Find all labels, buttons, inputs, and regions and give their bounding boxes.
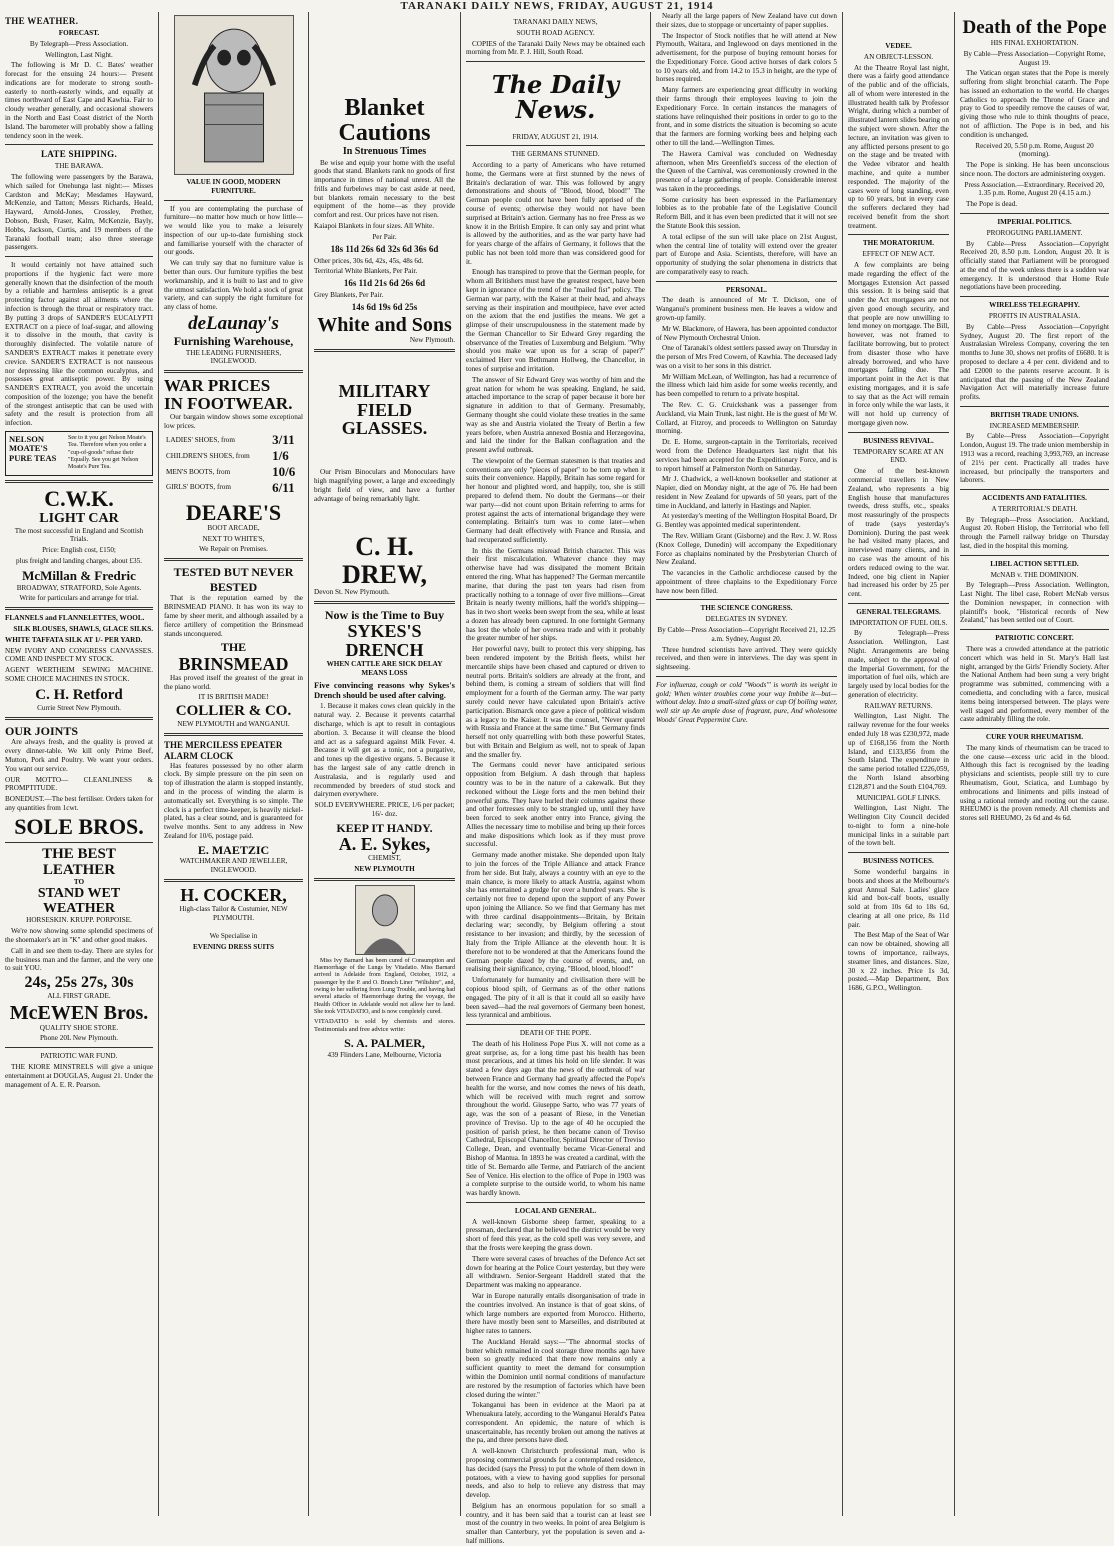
weather-heading: THE WEATHER. [5,16,79,26]
editorial-p5: In this the Germans misread British character. This was their first miscalculation. Whatever chance they may otherwise have had was dissipated the moment Britain entered the ring. What has happened? The German mercantile marine, that during the past ten years had risen from practically nothing to a tonnage of over five millions—Great Britain is nearly twenty millions, half the world's shipping—has in two short weeks been swept from the sea, while at least a dozen has already been captured. In one fortnight Germany has lost the whole of her oversea trade and with it probably the greater number of her ships. [466,546,645,643]
children-label: CHILDREN'S SHOES, from [166,451,250,460]
rheumatism-heading: CURE YOUR RHEUMATISM. [985,733,1084,742]
editorial-p2: Enough has transpired to prove that the German people, for whom all Britishers must have the greatest respect, have been kept in ignorance of the trend of the "mailed fist" policy. The German war party, with the Kaiser at their head, and always serving as their inspiration and mouthpiece, have ever acted on the axiom that the end justifies the means. We get a glimpse of their unscrupulousness in the statement made by the German Chancellor to Sir Edward Grey regarding the observance of the Treaties of Luxemburg and Belgium. "Why should you make war upon us for a scrap of paper?" exclaimed Herr von Bethmann Hollweg, the Chancellor, in tones of surprise and irritation. [466,268,645,374]
personal-p6: Dr. E. Home, surgeon-captain in the Territorials, received word from the Defence Headquarters last night that his services had been accepted for the Expeditionary Force, and is to report himself at Palmerston North on Saturday. [656,438,837,473]
to-word: TO [73,878,85,887]
now-time: Now is the Time to Buy [324,607,445,622]
chemist: CHEMIST, [368,854,401,863]
five-reasons: Five convincing reasons why Sykes's Drench should be used after calving. [314,679,455,701]
girls-label: GIRLS' BOOTS, from [166,483,231,492]
retford-title: C. H. Retford [35,686,123,703]
editorial-p3: The answer of Sir Edward Grey was worthy of him and the great nation for whom he was speaking. England, he said, attached importance to the scrap of paper because it bore her signature in addition to that of Germany. Presumably, Germany thought she could violate these treaties in the same way as she and Austria violated the Treaty of Berlin a few years before, when Austria annexed Bosnia and Herzegovina, and laid the tinder for the Balkan conflagration and the present awful outbreak. [466,375,645,455]
arcade: BOOT ARCADE, [207,523,260,532]
cautions-title: Cautions [338,120,431,147]
first-grade: ALL FIRST GRADE. [47,991,111,1000]
mcewen-addr: QUALITY SHOE STORE. [39,1023,119,1032]
column-6 [842,12,954,1516]
barawa-heading: THE BARAWA. [54,162,104,171]
c5-p5: Some curiosity has been expressed in the Parliamentary lobbies as to the probable fate of the Legislative Council Reform Bill, and it has even been predicted that it will not see the Statute Book this session. [656,195,837,230]
british-made: IT IS BRITISH MADE! [198,693,269,702]
retford-addr: Currie Street New Plymouth. [37,704,121,713]
personal-p1: The death is announced of Mr T. Dickson, one of Wanganui's prominent business men. He leaves a widow and grown-up family. [656,296,837,322]
local-p6: A well-known Christchurch professional man, who is proposing commercial grounds for a contemplated residence, has decided (says the Press) to put the whole of them down in potatoes, with a view to having good supplies for personal needs, and also to help to relieve any distress that may develop. [466,1447,645,1500]
editorial-date: FRIDAY, AUGUST 21, 1914. [512,132,599,141]
imperial-text: By Cable—Press Association—Copyright Received 20, 8.50 p.m. London, August 20. It is officially stated that Parliament will be prorogued at the end of the week unless there is a sudden war emergency. It is understood that Home Rule negotiations have been proceeding. [960,239,1109,292]
column-2 [158,12,308,1516]
palmer-addr: 439 Flinders Lane, Melbourne, Victoria [327,1050,442,1059]
mens-label: MEN'S BOOTS, from [166,467,231,476]
revival-text: One of the best-known commercial travellers in New Zealand, who represents a big English house that manufactures tweeds, dress stuffs, etc., speaks most reassuringly of the prospects of trade (says yesterday's Dominion). During the past week he had visited many places, and interviewed many clients, and in no case was the amount of his orders reduced owing to the war. Indeed, one big client in Napier had increased his order by 25 per cent. [848,467,949,599]
railway-text: Wellington, Last Night. The railway revenue for the four weeks ended July 18 was £230,972, made up of £168,156 from the North Island, and £133,856 from the South Island. The expenditure in the same period totalled £226,059, the North Island absorbing £128,871 and the South £104,769. [848,712,949,791]
pope-received-1: Received 20, 5.50 p.m. Rome, August 20 (morning). [975,141,1094,159]
collier-addr: NEW PLYMOUTH and WANGANUI. [177,719,290,728]
pope-heading: DEATH OF THE POPE. [519,1029,592,1038]
mcmillan-addr: BROADWAY, STRATFORD, Sole Agents. [16,583,142,592]
best-leather: THE BEST LEATHER [42,845,116,878]
personal-p8: At yesterday's meeting of the Wellington Hospital Board, Dr G. Bentley was appointed medical superintendent. [656,512,837,530]
masthead: TARANAKI DAILY NEWS, FRIDAY, AUGUST 21, 1914 [400,0,714,12]
maetzig-title: E. MAETZIC [197,842,270,857]
personal-p3: One of Taranaki's oldest settlers passed away on Thursday in the person of Mrs Fred Cowern, of Kawhia. The deceased lady was on a visit to her sons in this district. [656,344,837,370]
keep-handy: KEEP IT HANDY. [336,820,433,835]
price-row-2: 16s 11d 21s 6d 26s 6d [343,278,426,289]
furniture-text-2: We can truly say that no furniture value is better than ours. Our furniture typifies the best workmanship, and it is built to last and to give the utmost satisfaction. We hold a stock of great variety, and can supply the right furniture for any class of home. [164,259,303,312]
tested-title: TESTED BUT NEVER [173,565,294,580]
ivory: NEW IVORY AND CONGRESS CANVASSES. COME AND INSPECT MY STOCK. [5,646,153,664]
ladies-price: 3/11 [272,432,295,448]
daily-news-banner: The Daily News. [491,70,620,125]
personal-p7: Mr J. Chadwick, a well-known bookseller and stationer at Napier, died on Monday night, at the age of 76. He had been resident in New Zealand for upwards of 50 years, part of the time in Auckland, and latterly in Hastings and Napier. [656,475,837,510]
rheumatism-text: The many kinds of rheumatism can be traced to the one cause—excess uric acid in the blood. Although this fact is recognised by the leading physicians and scientists, people still try to cure Rheumatism, Gout, Sciatica, and Lumbago by embrocations and liniments and pills instead of using a rational remedy and rooting out the cause. RHEUMO is the proven remedy. All chemists and stores sell RHEUMO, 2s 6d and 4s 6d. [960,743,1109,823]
minstrels-text: THE KIORE MINSTRELS will give a unique entertainment at DOUGLAS, August 21. Under the management of A. E. R. Pearson. [5,1063,153,1089]
furniture-text: If you are contemplating the purchase of furniture—no matter how much or how little—we would like you to make a leisurely inspection of our up-to-date furnishing stock and familiarise yourself with the character of our goods. [164,204,303,257]
cocker-addr: High-class Tailor & Costumier, NEW PLYMOUTH. [179,904,288,922]
c5-p3: Many farmers are experiencing great difficulty in working their farms through their employees leaving to join the Expeditionary Force. In certain instances the managers of stations have relinquished their positions in order to go to the front, and in some districts the situation is becoming so acute that the farmers are forming working bees and helping each other to till the land.—Wellington Times. [656,86,837,147]
taffeta: WHITE TAFFATA SILK AT 1/- PER YARD. [5,635,143,644]
editorial-p1: According to a party of Americans who have returned home, the Germans were at first stunned by the news of Britain's declaration of war. This was followed by angry demonstrations and shouts of "Blood, blood, blood!" The German people could not have been fully apprised of the course of events; otherwise they would not have been surprised at Britain's action. Germany has no free Press as we know it in the British Empire. It can only say and print what is allowed by the authorities, and as the war party have had for years charge of the affairs of Germany, it follows that the public has not been told more than was considered good for it. [466,161,645,266]
local-p4: The Auckland Herald says:—"The abnormal stocks of butter which remained in cool storage three months ago have been so greatly reduced that there now remains only a sufficient quantity to meet the demand for consumption within the Dominion until normal conditions of manufacture are restored by the resumption of factories which have been closed during the winter." [466,1337,645,1399]
agent: AGENT WERTHEIM SEWING MACHINE. SOME CHOICE MACHINES IN STOCK. [5,666,153,683]
moratorium-heading: THE MORATORIUM. [862,239,935,248]
white-sons: White and Sons [317,313,452,336]
bested-title: BESTED [209,579,258,594]
motto: OUR MOTTO— CLEANLINESS & PROMPTITUDE. [5,775,153,793]
joints-heading: OUR JOINTS [5,723,79,738]
cwk-price: Price: English cost, £150; [42,546,116,555]
map-text: The Best Map of the Seat of War can now be obtained, showing all towns of importance, railways, steamer lines, and distances. Size, 30 x 22 inches. Price 1s 3d, posted.—Map Department, Box 1686, G.P.O., Wellington. [848,931,949,993]
specialise: We Specialise in [209,932,258,941]
wireless-heading: WIRELESS TELEGRAPHY. [989,301,1080,310]
kaiapoi: Kaiapoi Blankets in four sizes. All White. [314,222,435,231]
concert-text: There was a crowded attendance at the patriotic concert which was held in St. Mary's Hall last night, arranged by the Girls' Friendly Society. After the National Anthem had been sung a very bright programme was submitted, commencing with a comedietta, and concluding with a farce, musical items being interspersed between. The plays were well staged and performed, every member of the caste admirably filling the role. [960,645,1109,724]
forecast-byline: By Telegraph—Press Association. [29,39,129,48]
libel-text: By Telegraph—Press Association. Wellington, Last Night. The libel case, Robert McNab versus the Dominion newspaper, in connection with plaintiff's book, "Historical records of New Zealand," has been settled out of Court. [960,581,1109,625]
pope-title: Death of the Pope [962,17,1107,38]
ladies-label: LADIES' SHOES, from [166,435,235,444]
other-prices: Other prices, 30s 6d, 42s, 45s, 48s 6d. [314,256,424,265]
libel-sub: McNAB v. THE DOMINION. [990,570,1079,579]
railway-sub: RAILWAY RETURNS. [864,701,933,710]
forecast-heading: FORECAST. [58,28,100,37]
personal-heading: PERSONAL. [726,285,767,294]
concert-heading: PATRIOTIC CONCERT. [995,634,1074,643]
drew-title: C. H. DREW, [341,532,427,589]
price-row-1: 18s 11d 26s 6d 32s 6d 36s 6d [330,243,439,254]
np-line: NEW PLYMOUTH [354,864,415,873]
value-caption: VALUE IN GOOD, MODERN FURNITURE. [186,178,281,195]
wireless-sub: PROFITS IN AUSTRALASIA. [988,312,1081,321]
furnishers: THE LEADING FURNISHERS, INGLEWOOD. [185,348,282,366]
warehouse-title: Furnishing Warehouse, [173,333,294,348]
column-4 [460,12,650,1546]
c5-p6: A total eclipse of the sun will take place on 21st August, when the central line of totality will extend over the greater part of Europe and Asia. Scientists, therefore, will have an opportunity of studying the solar phenomena in districts that are comparatively easy to reach. [656,232,837,276]
local-p2: There were several cases of breaches of the Defence Act set down for hearing at the Police Court yesterday, but they were all withdrawn. Senior-Sergeant Haddrell stated that the Department was making no appearance. [466,1254,645,1290]
pope-dead: The Pope is dead. [966,200,1018,209]
sykes-drench: SYKES'S DRENCH [345,621,424,661]
military-title: MILITARY [338,380,431,401]
call-text: Call in and see them to-day. There are styles for the business man and the farmer, and the very one to suit YOU. [5,946,153,973]
nelson-text: See to it you get Nelson Moate's Tea. Therefore when you order a "cup-of-goods" refuse their "Equally. See you get Nelson Moate's Pure Tea. [68,434,147,471]
mcewen-phone: Phone 20L New Plymouth. [40,1034,118,1043]
fuel-text: By Telegraph—Press Association. Wellington, Last Night. Arrangements are being made, subject to the approval of the Imperial Government, for the importation of fuel oils, which are largely used by local bodies for the generation of electricity. [848,629,949,699]
girls-price: 6/11 [272,479,295,495]
portrait-illustration [355,885,415,955]
column-7 [954,12,1114,1516]
children-price: 1/6 [272,448,289,464]
science-text: Three hundred scientists have arrived. They were quickly received, and then were in interviews. The day was spent in sightseeing. [656,645,837,672]
cwk-text: The most successful in England and Scottish Trials. [14,526,144,544]
per-pair-1: Per Pair. [372,232,397,241]
reasons: 1. Because it makes cows clean quickly in the natural way. 2. Because it prevents catarrhal discharge, which is apt to result in contagious abortion. 3. Because it will cleanse the blood and act as a safeguard against Milk Fever. 4. Because it will get as a tonic, not a purgative, and tones up the digestive organs. 5. Because it has the largest sale of any cattle drench in Australasia, and is regularly used and recommended by breeders of stud stock and dairymen everywhere. [314,702,455,799]
peppermint-poem: For influenza, cough or cold "Woods'" is worth its weight in gold; When winter troubles come your way Imbibe it—but—without delay. Into a small-sized glass or cup Of boiling water, well stir up An ample dose of fragrant, pure, And wholesome Woods' Great Peppermint Cure. [656,680,837,725]
alarm-heading: THE MERCILESS EPEATER ALARM CLOCK [164,739,283,761]
fuel-sub: IMPORTATION OF FUEL OILS. [849,618,948,627]
cwk-plus: plus freight and landing charges, about £35. [15,557,143,566]
libel-heading: LIBEL ACTION SETTLED. [990,559,1079,568]
unions-sub: INCREASED MEMBERSHIP. [989,421,1080,430]
patriotic-fund: PATRIOTIC WAR FUND. [40,1052,118,1061]
blanket-text: Be wise and equip your home with the useful goods that stand. Blankets rank no goods of first importance in times of national unrest. All the frills and furbelows may be cast aside at need, but blankets remain necessary to the best equipment of the home—as they provide comfort and rest. Our prices have not risen. [314,158,455,220]
wireless-text: By Cable—Press Association—Copyright Sydney, August 20. The first report of the Australasian Wireless Company, covering the ten months to June 30, shows net profits of £6680. It is proposed to declare a 4 per cent. dividend and to add £2000 to the patents reserve account. It is anticipated that the passing of the New Zealand Navigation Act will materially increase future profits. [960,322,1109,402]
the-word: THE [220,640,247,655]
leather-types: HORSESKIN. KRUPP. PORPOISE. [26,916,132,925]
collier-title: COLLIER & CO. [175,703,292,720]
mcmillan-title: McMillan & Fredric [22,567,136,583]
notices-heading: BUSINESS NOTICES. [863,857,934,866]
editorial-heading: THE GERMANS STUNNED. [511,150,600,159]
unions-text: By Cable—Press Association—Copyright London, August 19. The trade union membership in 1913 was a record, reaching 3,993,769, an increase of 21½ per cent. Practically all trades have increased, but principally the transporters and laborers. [960,432,1109,485]
stand-weather: STAND WET WEATHER [37,886,121,916]
local-p5: Tokanganui has been in evidence at the Maori pa at Whenuakura lately, according to the Wanganui Herald's Patea correspondent. An epidemic, the nature of which is unascertainable, has recently broken out among the natives at the pa, and three persons have died. [466,1401,645,1445]
mcewen-title: McEWEN Bros. [9,1001,149,1024]
nelson-moate-ad [5,431,153,476]
c5-p1: Nearly all the large papers of New Zealand have cut down their sizes, due to stoppage or uncertainty of paper supplies. [656,12,837,29]
barawa-text: The following were passengers by the Barawa, which sailed for Onehunga last night:— Misses Cardston and McKay; Mesdames Hayward, McKenzie, and Tatton; Messrs Richards, Heald, Hayward, Arnold-Jones, Crossley, Prether, Dobson, Bush, Fraser, Kalm, McKenzie, Bayly, Hobbs, Jackson, Curtis, and 19 members of the Taranaki football team; also three steerage passengers. [5,173,153,252]
flannels: FLANNELS and FLANNELETTES, WOOL. [5,614,145,623]
local-heading: LOCAL AND GENERAL. [514,1206,597,1215]
sole-bros: SOLE BROS. [14,813,144,839]
joints-text: Are always fresh, and the quality is proved at every dinner-table. We kill only Prime Beef, Mutton, Pork and Poultry. We want your orders. You want our service. [5,738,153,773]
agency-sub: SOUTH ROAD AGENCY. [516,28,595,37]
vitadatio: VITADATIO is sold by chemists and stores. Testimonials and free advice write: [314,1018,455,1034]
pope-text: The death of his Holiness Pope Pius X. will not come as a great surprise, as, for a long time past his health has been most precarious, and at times his hold on life slender. It was stated a few days ago that the news of the outbreak of war between France and Germany had greatly affected the Pope's health for the worse, and now comes the news of his death, which will be received with much regret and sorrow throughout the world. Giuseppe Sarto, who was 77 years of age, was the son of a peasant of Riese, in the Venetian province of Treviso. Up to the age of 40 he occupied the position of parish priest, he then became canon of Treviso Cathedral, Episcopal Chancellor, Spiritual Director of Treviso College, Dean, and eventually became Vicar-General and Bishop of Mantua. In 1893 he was created a cardinal, with the title of St. Bernardo alle Terme, and Patriarch of the ancient See of Venice. His election to the office of Pope in 1903 was a complete surprise to the outside world, to whom his name was hardly known. [466,1039,645,1198]
blanket-title: Blanket [344,95,425,121]
general-heading: GENERAL TELEGRAMS. [856,607,941,616]
strenuous-times: In Strenuous Times [342,146,427,158]
editorial-p9: Unfortunately for humanity and civilisation there will be copious blood spilt, of Germans as of the other nations engaged. The pity of it all is that it could all so easily have been saved—had the real governors of Germany been honest, less tyrannical and ambitious. [466,976,645,1020]
piano-text-2: Has proved itself the greatest of the great in the piano world. [164,673,303,691]
drew-addr: Devon St. New Plymouth. [314,588,390,597]
price-row-3: 14s 6d 19s 6d 25s [351,301,418,312]
territorial: Territorial White Blankets, Per Pair. [314,267,418,276]
territorial-sub: A TERRITORIAL'S DEATH. [991,504,1078,513]
in-footwear: IN FOOTWEAR. [164,393,293,413]
sykes-title: A. E. Sykes, [338,834,431,855]
field-glasses-title: FIELD GLASSES. [341,399,428,439]
personal-p10: The vacancies in the Catholic archdiocese caused by the appointment of three chaplains to the Expeditionary Force have now been filled. [656,569,837,595]
war-prices: WAR PRICES [164,376,271,396]
c5-p4: The Hawera Carnival was concluded on Wednesday afternoon, when Mrs Greenfield's success of the election of the Queen of the Carnival, was ceremoniously crowned in the presence of a large gathering of people. Considerable interest was taken in the proceedings. [656,149,837,193]
mens-price: 10/6 [272,464,296,480]
pope-received-2: The Pope is sinking. He has been unconscious since noon. The doctors are administering oxygen. [960,161,1109,178]
revival-sub: TEMPORARY SCARE AT AN END. [853,447,944,465]
cattle-line: WHEN CATTLE ARE SICK DELAY MEANS LOSS [326,660,443,677]
editorial-p4: The viewpoint of the German statesmen is that treaties and conventions are only "pieces of paper" to be torn up when it suits their convenience. Happily, Britain has some regard for her honour and plighted word, and happily, too, she is still prepared to defend them. No doubt the Germans—or their war party—did not count upon Britain referring to arms for protest against the acts of international brigandage they were contemplating. Britain's turn was to come later—when Germany had dealt effectively with France and Russia, and had recuperated sufficiently. [466,456,645,544]
golf-text: Wellington, Last Night. The Wellington City Council decided to-night to form a nine-hole municipal links in a suitable part of the town belt. [848,804,949,848]
column-3 [308,12,460,1516]
science-heading: THE SCIENCE CONGRESS. [700,604,793,613]
footwear-prices [164,432,303,495]
piano-text: That is the reputation earned by the BRINSMEAD PIANO. It has won its way to fame by sheer merit, and although assailed by a fierce artillery of competition the Brinsmead stands unconquered. [164,594,303,638]
mcmillan-write: Write for particulars and arrange for trial. [19,594,139,603]
grey: Grey Blankets, Per Pair. [314,291,384,300]
vedee-heading: VEDEE. [885,42,912,50]
agency-text: COPIES of the Taranaki Daily News may be obtained each morning from Mr. P. J. Hill, South Road. [466,39,645,57]
personal-p2: Mr W. Blackmore, of Hawera, has been appointed conductor of New Plymouth Orchestral Union. [656,324,837,342]
maetzig-addr: WATCHMAKER AND JEWELLER, INGLEWOOD. [179,857,288,875]
pope-sub: HIS FINAL EXHORTATION. [990,38,1079,47]
c5-p2: The Inspector of Stock notifies that he will attend at New Plymouth, Waitara, and Inglewood on days mentioned in the advertisement, for the purpose of buying remount horses for the Expeditionary Force. Good active horses of dark colors 5 to 10 years old, and from 14.2 to 15.3 in height, are the type of horses required. [656,31,837,84]
personal-p9: The Rev. William Grant (Gisborne) and the Rev. J. W. Ross (Knox College, Dunedin) will accompany the Expeditionary Force as chaplains nominated by the Presbyterian Church of New Zealand. [656,531,837,567]
notices-text: Some wonderful bargains in boots and shoes at the Melbourne's great Annual Sale. Ladies' glace kid and box-calf boots, usually sold at from 10s 6d to 18s 6d, clearing at all one price, 8s 11d pair. [848,867,949,929]
alarm-text: Has features possessed by no other alarm clock. By simple pressure on the pin seen on top of illustration the alarm is stopped instantly, and in the process of winding the alarm is automatically set. Everything is so simple. The clock is a perfect time-keeper, is heavily nickel-plated, has a clear sound, and is guaranteed for twelve months. Sent to any address in New Zealand for 10/6, postage paid. [164,761,303,840]
deares-title: DEARE'S [185,499,282,525]
sold-everywhere: SOLD EVERYWHERE. PRICE, 1/6 per packet; 16/- doz. [314,801,455,818]
blouses: SILK BLOUSES, SHAWLS, GLACE SILKS. [13,625,153,634]
binocular-text: Our Prism Binoculars and Monoculars have high magnifying power, a large and exceedingly bright field of view, and have a further advantage of being remarkably light. [314,468,455,503]
local-p7: Belgium has an enormous population for so small a country, and it has been said that a tourist can at least see most of the country in two weeks. In point of area Belgium is smaller than Canterbury, yet the population is seven and a-half millions. [466,1501,645,1546]
pope-byline: By Cable—Press Association—Copyright Rome, August 19. [963,49,1106,67]
territorial-text: By Telegraph—Press Association. Auckland, August 20. Robert Hislop, the Territorial who fell through the Parnell railway bridge on Thursday last, died in the hospital this morning. [960,515,1109,550]
editorial-p6: Her powerful navy, built to protect this very shipping, has been rendered impotent by the British fleets, whilst her mercantile ships have been chased and captured or driven to neutral ports. Britain's soldiers are already at the front, and behind them, is coming a stream of soldiers that will find employment for a fourth of the German army. The war party surely could never have calculated upon Britain's active participation. Bismarck once gave a piece of political wisdom as a legacy to the Kaiser. It was the counsel, "Never quarrel with Russia and France at the same time." But Germany finds herself not only quarrelling with both these powerful States, but with Britain and Belgium as well, not to speak of Japan and the smaller fry. [466,645,645,759]
forecast-place: Wellington, Last Night. [45,50,113,59]
moratorium-sub: EFFECT OF NEW ACT. [862,250,935,259]
shipping-heading: LATE SHIPPING. [40,149,118,160]
white-sons-addr: New Plymouth. [409,335,455,344]
science-sub: DELEGATES IN SYDNEY. [705,615,788,624]
accidents-heading: ACCIDENTS AND FATALITIES. [982,494,1087,503]
vedee-text: At the Theatre Royal last night, there was a fairly good attendance of the public and of the officials, all of whom were interested in the illustrated health talk by Professor Wright, during which a number of illustrated lantern slides bearing on the subject were shown. After the lecture, an invitation was given to any afflicted persons present to go on the stage and be treated with the Vedee vibrator and health machine, and quite a number responded. The majority of the cases were of long standing, even up to 60 years, but in every case the sufferers declared they had received benefit from the short treatment. [848,63,949,230]
editorial-p7: The Germans could never have anticipated serious opposition from Belgium. A dash through that hapless country was to be in the nature of a cakewalk. But they reckoned without the Liege forts and the men behind their powerful guns. They have hurled their columns against these and other fortresses only to be strangled up, until they have been forced to seek another entry into France, giving the Allies the necessary time to mobilise and bring up their forces and make dispositions which look as if they must prove successful. [466,761,645,849]
pope-received-3: Press Association.—Extraordinary. Received 20, 1.35 p.m. Rome, August 20 (4.15 a.m.) [964,180,1105,198]
pope-text-7: The Vatican organ states that the Pope is merely suffering from slight bronchial catarrh. The Pope has issued an exhortation to the world. He charges Catholics to approach the Throne of Grace and pray to God to speedily remove the causes of war, giving those who rule to think thoughts of peace, not of affliction. The Pope is in bed, and his condition is unchanged. [960,69,1109,139]
proroguing: PROROGUING PARLIAMENT. [986,228,1083,237]
furniture-man-illustration [174,15,294,175]
cwk-title: C.W.K. [44,485,114,511]
revival-heading: BUSINESS REVIVAL. [863,436,934,445]
bargain-text: Our bargain window shows some exceptional low prices. [164,412,303,430]
next-to: NEXT TO WHITE'S, [202,534,265,543]
repair: We Repair on Premises. [199,545,268,554]
local-p1: A well-known Gisborne sheep farmer, speaking to a pressman, declared that he believed the district would be very short of feed this year, as the cold spell was very severe, and that the frosts were keeping the grass down. [466,1217,645,1253]
brinsmead-title: BRINSMEAD [178,653,289,674]
unions-heading: BRITISH TRADE UNIONS. [990,410,1079,419]
sander-text: It would certainly not have attained such proportions if the hygienic fact were more generally known that the disinfection of the mouth by a reliable and harmless antiseptic is a great protecting factor against all ailments where the infection is through the throat or respiratory tract. By putting 3 drops of SANDER'S EUCALYPTI EXTRACT on a piece of loaf-sugar, and allowing it to dissolve in the mouth, that cavity is thoroughly disinfected. The volatile nature of SANDER'S EXTRACT makes it penetrate every crevice. SANDER'S EXTRACT is not nauseous nor depressing like the common eucalyptus, and possesses great antiseptic power. By using SANDER'S EXTRACT, you avoid the uncertain composition of the lozenge; you have the benefit of the strongest antiseptic that can be used with safety and the result is protection from all infection. [5,261,153,428]
palmer-title: S. A. PALMER, [344,1036,425,1051]
testimonial: Miss Ivy Barnard has been cured of Consumption and Haemorrhage of the Lungs by Vitadatio. Miss Barnard arrived in Adelaide from England, October, 1912, a passenger by the P. and O. Branch Liner "Wiltshire", and, owing to her suffering from Lung Trouble, and having had several attacks of Haemorrhage during the voyage, the Health Officer in Adelaide would not allow her to land. She took VITADATIO, and is now completely cured. [314,957,455,1015]
shoe-prices: 24s, 25s 27s, 30s [24,974,134,992]
local-p3: War in Europe naturally entails disorganisation of trade in the countries involved. An instance is that of goat skins, of which large numbers are exported from Morocco. Hitherto, there have mostly been sent to Marseilles, and distributed at higher rates to tanners. [466,1291,645,1336]
golf-sub: MUNICIPAL GOLF LINKS. [856,793,941,802]
column-5 [650,12,842,1516]
moratorium-text: A few complaints are being made regarding the effect of the Mortgages Extension Act passed this session. It is being said that under the Act mortgagees are not given good enough security, and that people are now unwilling to lend money on mortgage. The Bill, however, was not framed to facilitate borrowing, but to protect from disaster those who have already borrowed, and who have mortgages falling due. The important point in the Act is that existing mortgages, and it is safe to say that as the Act will remain in force only while the war lasts, it will not hold up currency of mortgage given now. [848,260,949,428]
delaunay-title: deLaunay's [188,312,279,334]
vedee-sub: AN OBJECT-LESSON. [863,52,934,61]
imperial-heading: IMPERIAL POLITICS. [997,218,1072,226]
science-byline: By Cable—Press Association—Copyright Received 21, 12.25 a.m. Sydney, August 20. [657,626,836,643]
personal-p5: The Rev. C. G. Cruickshank was a passenger from Auckland, via Main Trunk, last night. He is the guest of Mr W. Collard, at Fitzroy, and proceeds to Wellington on Saturday morning. [656,401,837,436]
shoe-text: We're now showing some splendid specimens of the shoemaker's art in "K" and other good makes. [5,927,153,944]
agency-title: TARANAKI DAILY NEWS, [513,18,598,26]
editorial-p8: Germany made another mistake. She depended upon Italy to join the forces of the Triple Alliance and attack France from her side. But Italy, always a country with an eye to the main chance, is more likely to attack Austria, against whom she has entertained a grudge for over a hundred years. She is certainly not free to depend upon the support of any Power upon joining the Alliance. So we find that Germany has met with three cardinal disappointments—Britain, by Britain declaring war; secondly, by Belgium offering a stout resistance to her invasion; and thirdly, by the secession of Italy from the Triple Alliance at the eleventh hour. It is therefore not to be wondered at that the Americans found the German people dazed by the course of events, and, on realising their significance, crying, "Blood, blood, blood!" [466,851,645,974]
bonedust: BONEDUST.—The best fertiliser. Orders taken for any quantities from 1cwt. [5,795,153,812]
light-car: LIGHT CAR [39,510,119,526]
column-1 [0,12,158,1516]
cocker-title: H. COCKER, [180,884,287,905]
nelson-title: NELSON MOATE'S PURE TEAS [9,433,57,463]
forecast-text: The following is Mr D. C. Bates' weather forecast for the ensuing 24 hours:— Present indications are for moderate to strong south-easterly to north-easterly winds, and equally at times northward of East Cape and Kawhia. Fair to cloudy weather generally, and occasional showers in the North and East Coast district of the North Island. The barometer will probably show a falling tendency soon in the week. [5,61,153,140]
personal-p4: Mr William McLean, of Wellington, has had a recurrence of the illness which laid him aside for some weeks recently, and has been compelled to return to a private hospital. [656,372,837,399]
evening-dress: EVENING DRESS SUITS [192,943,275,952]
